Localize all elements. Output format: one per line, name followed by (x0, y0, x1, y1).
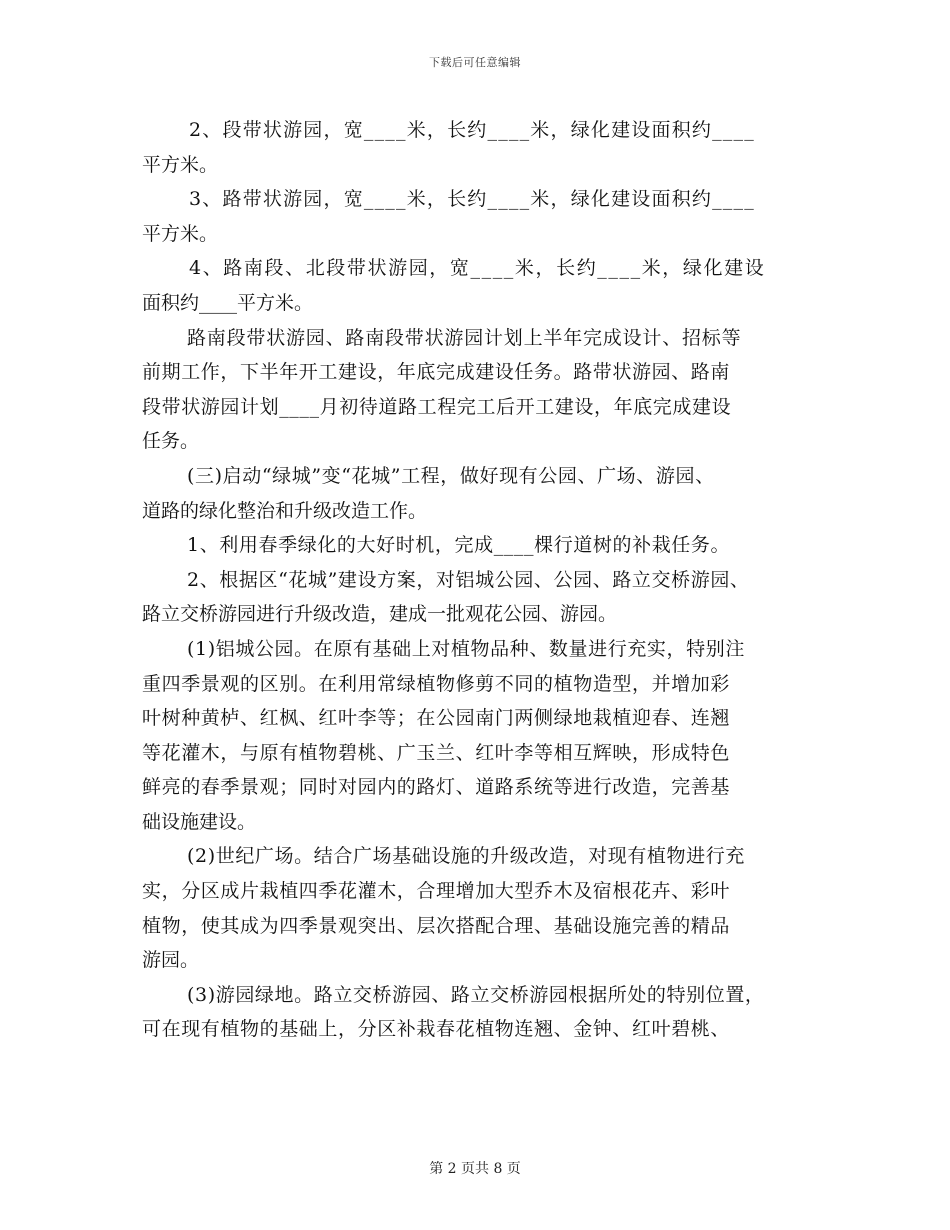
text-line: 道路的绿化整治和升级改造工作。 (142, 499, 428, 522)
text-line: 游园。 (142, 949, 200, 972)
text-line: (1)铝城公园。在原有基础上对植物品种、数量进行充实，特别注 (187, 637, 745, 660)
page-footer: 第 2 页共 8 页 (429, 1161, 521, 1177)
text-line: 重四季景观的区别。在利用常绿植物修剪不同的植物造型，并增加彩 (142, 672, 731, 695)
text-line: 可在现有植物的基础上，分区补栽春花植物连翘、金钟、红叶碧桃、 (142, 1018, 731, 1041)
text-line: 鲜亮的春季景观；同时对园内的路灯、道路系统等进行改造，完善基 (142, 776, 731, 799)
text-line: (三)启动“绿城”变“花城”工程，做好现有公园、广场、游园、 (187, 464, 715, 487)
text-line: 础设施建设。 (142, 810, 257, 833)
text-line: 平方米。 (142, 153, 219, 176)
text-line: 段带状游园计划____月初待道路工程完工后开工建设，年底完成建设 (142, 395, 732, 418)
text-line: 叶树种黄栌、红枫、红叶李等；在公园南门两侧绿地栽植迎春、连翘 (142, 707, 731, 730)
page-header: 下载后可任意编辑 (429, 56, 521, 69)
text-line: 2、根据区“花城”建设方案，对铝城公园、公园、路立交桥游园、 (187, 568, 750, 591)
document-body (142, 113, 807, 1047)
text-line: 植物，使其成为四季景观突出、层次搭配合理、基础设施完善的精品 (142, 914, 731, 937)
text-line: (3)游园绿地。路立交桥游园、路立交桥游园根据所处的特别位置， (187, 983, 765, 1006)
text-line: (2)世纪广场。结合广场基础设施的升级改造，对现有植物进行充 (187, 845, 745, 868)
text-line: 1、利用春季绿化的大好时机，完成____棵行道树的补栽任务。 (187, 534, 731, 557)
text-line: 3、路带状游园，宽____米，长约____米，绿化建设面积约____ (189, 188, 755, 211)
text-line: 路立交桥游园进行升级改造，建成一批观花公园、游园。 (142, 603, 618, 626)
text-line: 实，分区成片栽植四季花灌木，合理增加大型乔木及宿根花卉、彩叶 (142, 880, 731, 903)
text-line: 4、路南段、北段带状游园，宽____米，长约____米，绿化建设 (189, 257, 766, 280)
text-line: 等花灌木，与原有植物碧桃、广玉兰、红叶李等相互辉映，形成特色 (142, 741, 731, 764)
text-line: 前期工作，下半年开工建设，年底完成建设任务。路带状游园、路南 (142, 361, 731, 384)
text-line: 2、段带状游园，宽____米，长约____米，绿化建设面积约____ (189, 119, 755, 141)
text-line: 任务。 (142, 430, 200, 453)
text-line: 平方米。 (142, 222, 219, 245)
text-line: 路南段带状游园、路南段带状游园计划上半年完成设计、招标等 (187, 326, 742, 349)
text-line: 面积约____平方米。 (142, 291, 314, 314)
